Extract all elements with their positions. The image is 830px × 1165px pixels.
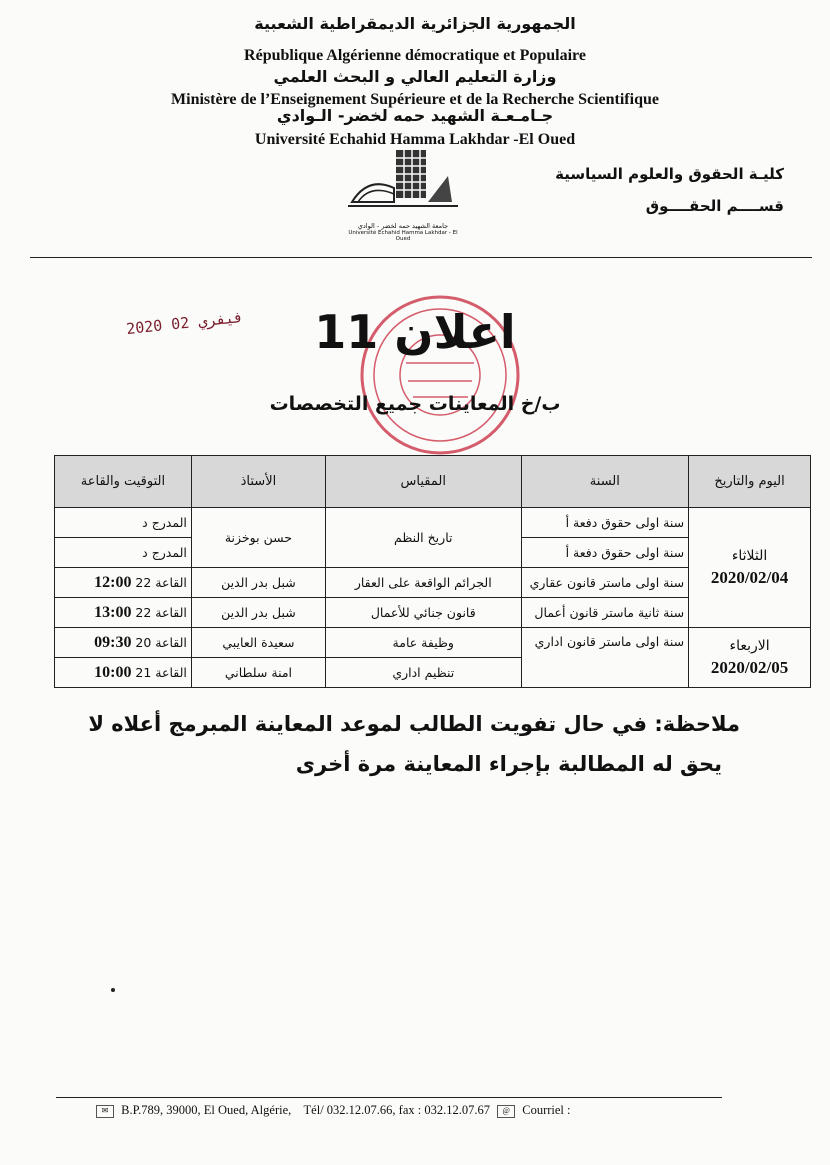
schedule-table xyxy=(54,455,811,688)
professor-cell: امنة سلطاني xyxy=(191,658,325,688)
header-time-room: التوقيت والقاعة xyxy=(55,456,192,508)
module-cell: الجرائم الواقعة على العقار xyxy=(325,568,521,598)
stray-dot xyxy=(111,988,115,992)
department-name: قســــم الحقــــوق xyxy=(645,197,784,215)
announcement-title: اعلان 11 xyxy=(314,305,516,359)
day-name: الثلاثاء xyxy=(731,547,768,564)
year-cell: سنة اولى حقوق دفعة أ xyxy=(521,508,689,538)
time-room-cell xyxy=(55,598,192,628)
university-logo-graphic xyxy=(348,146,458,218)
logo-caption-ar: جامعة الشهيد حمه لخضر - الوادي xyxy=(357,222,449,230)
time-label: 09:30 xyxy=(94,633,132,651)
header-divider xyxy=(30,257,812,258)
year-cell: سنة اولى حقوق دفعة أ xyxy=(521,538,689,568)
note-line-1: ملاحظة: في حال تفويت الطالب لموعد المعاينة المبرمج أعلاه لا xyxy=(88,712,740,736)
footer-email-label: Courriel : xyxy=(522,1103,571,1117)
year-cell: سنة اولى ماستر قانون عقاري xyxy=(521,568,689,598)
day-cell xyxy=(689,628,811,688)
room-label: القاعة 22 xyxy=(135,574,187,590)
table-row xyxy=(55,508,811,538)
note-block xyxy=(60,704,740,784)
header-day-date: اليوم والتاريخ xyxy=(689,456,811,508)
professor-cell: شبل بدر الدين xyxy=(191,568,325,598)
year-cell: سنة ثانية ماستر قانون أعمال xyxy=(521,598,689,628)
note-line-2: يحق له المطالبة بإجراء المعاينة مرة أخرى xyxy=(295,752,722,776)
ministry-ar: وزارة التعليم العالي و البحث العلمي xyxy=(273,67,557,86)
module-cell: تاريخ النظم xyxy=(325,508,521,568)
time-label: 12:00 xyxy=(94,573,132,591)
footer-address: B.P.789, 39000, El Oued, Algérie, xyxy=(121,1103,292,1117)
faculty-name: كليـة الحقوق والعلوم السياسية xyxy=(555,165,784,183)
day-name: الاربعاء xyxy=(729,637,770,654)
professor-cell: سعيدة العايبي xyxy=(191,628,325,658)
module-cell: تنظيم اداري xyxy=(325,658,521,688)
time-label: 13:00 xyxy=(94,603,132,621)
day-date: 2020/02/05 xyxy=(710,657,789,677)
republic-ar: الجمهورية الجزائرية الديمقراطية الشعبية xyxy=(254,14,576,33)
professor-cell: حسن بوخزنة xyxy=(191,508,325,568)
university-ar: جـامـعـة الشهيد حمه لخضر- الـوادي xyxy=(276,106,554,125)
professor-cell: شبل بدر الدين xyxy=(191,598,325,628)
university-fr: Université Echahid Hamma Lakhdar -El Oued xyxy=(254,131,576,148)
time-label: 10:00 xyxy=(94,663,132,681)
header-module: المقياس xyxy=(325,456,521,508)
time-room-cell xyxy=(55,568,192,598)
time-room-cell xyxy=(55,508,192,538)
time-room-cell xyxy=(55,538,192,568)
year-cell: سنة اولى ماستر قانون اداري xyxy=(521,628,689,688)
table-header-row xyxy=(55,456,811,508)
footer xyxy=(92,1103,571,1118)
room-label: المدرج د xyxy=(142,545,187,560)
module-cell: وظيفة عامة xyxy=(325,628,521,658)
room-label: القاعة 22 xyxy=(135,604,187,620)
university-logo xyxy=(348,146,458,242)
room-label: القاعة 20 xyxy=(135,634,187,650)
announcement-subtitle: ب/خ المعاينات جميع التخصصات xyxy=(269,393,561,415)
room-label: المدرج د xyxy=(142,515,187,530)
time-room-cell xyxy=(55,658,192,688)
time-room-cell xyxy=(55,628,192,658)
room-label: القاعة 21 xyxy=(135,664,187,680)
mailbox-icon: ✉ xyxy=(96,1105,114,1118)
day-cell xyxy=(689,508,811,628)
email-icon: @ xyxy=(497,1105,515,1118)
date-stamp: 2020 فيفري 02 xyxy=(125,307,245,339)
table-row xyxy=(55,628,811,658)
module-cell: قانون جنائي للأعمال xyxy=(325,598,521,628)
republic-fr: République Algérienne démocratique et Populaire xyxy=(244,47,586,64)
day-date: 2020/02/04 xyxy=(710,567,789,587)
ministry-fr: Ministère de l’Enseignement Supérieure et de la Recherche Scientifique xyxy=(171,91,659,108)
footer-divider xyxy=(56,1097,722,1098)
footer-phone-fax: Tél/ 032.12.07.66, fax : 032.12.07.67 xyxy=(303,1103,490,1117)
logo-caption-fr: Université Echahid Hamma Lakhdar - El Oued xyxy=(348,230,458,242)
header-year: السنة xyxy=(521,456,689,508)
header-professor: الأستاذ xyxy=(191,456,325,508)
